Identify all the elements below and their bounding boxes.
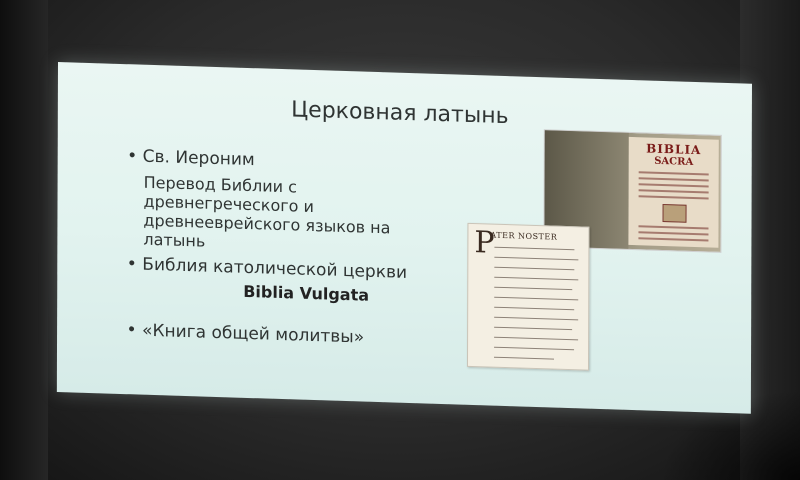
book-text-line: [638, 237, 708, 241]
bullet-prayer-book-text: «Книга общей молитвы»: [142, 320, 365, 348]
book-ornament-icon: [663, 204, 687, 223]
book-title-line1: BIBLIA: [646, 141, 702, 158]
manuscript-text-line: [494, 347, 574, 351]
bullet-dot-icon: [129, 326, 134, 331]
manuscript-text-line: [494, 327, 572, 330]
projection-screen: [57, 62, 752, 414]
book-text-line: [638, 231, 708, 235]
bullet-prayer-book: [129, 320, 364, 347]
drop-cap: P: [474, 225, 495, 261]
manuscript-text-line: [494, 287, 572, 290]
bullet-dot-icon: [130, 152, 135, 157]
vulgata-label: Biblia Vulgata: [243, 281, 370, 305]
book-text-line: [639, 183, 709, 187]
book-title-page: [628, 137, 718, 248]
translation-paragraph: Перевод Библии с древнегреческого и древнееврейского языков на латынь: [143, 172, 391, 251]
room-wall-left: [0, 0, 48, 480]
manuscript-text-line: [494, 277, 578, 281]
manuscript-text-line: [494, 307, 574, 311]
bullet-catholic-bible: [129, 254, 407, 283]
bullet-jerome: [130, 146, 255, 170]
slide-title: Церковная латынь: [291, 97, 509, 130]
manuscript-text-line: [494, 317, 578, 321]
manuscript-heading: ATER NOSTER: [490, 230, 558, 242]
manuscript-text-line: [494, 257, 578, 261]
book-text-line: [639, 171, 709, 175]
manuscript-text-line: [494, 267, 574, 271]
manuscript-text-line: [494, 247, 574, 251]
book-title-line2: SACRA: [654, 155, 694, 168]
manuscript-text-line: [494, 297, 578, 301]
bullet-dot-icon: [129, 260, 134, 265]
book-text-line: [638, 225, 708, 229]
manuscript-text-line: [494, 357, 554, 360]
book-text-line: [639, 195, 709, 199]
book-text-line: [639, 189, 709, 193]
manuscript-text-line: [494, 337, 578, 341]
bullet-catholic-bible-text: Библия католической церкви: [142, 254, 408, 283]
pater-noster-manuscript-image: [467, 223, 590, 371]
book-text-line: [639, 177, 709, 181]
bullet-jerome-text: Св. Иероним: [142, 146, 255, 171]
